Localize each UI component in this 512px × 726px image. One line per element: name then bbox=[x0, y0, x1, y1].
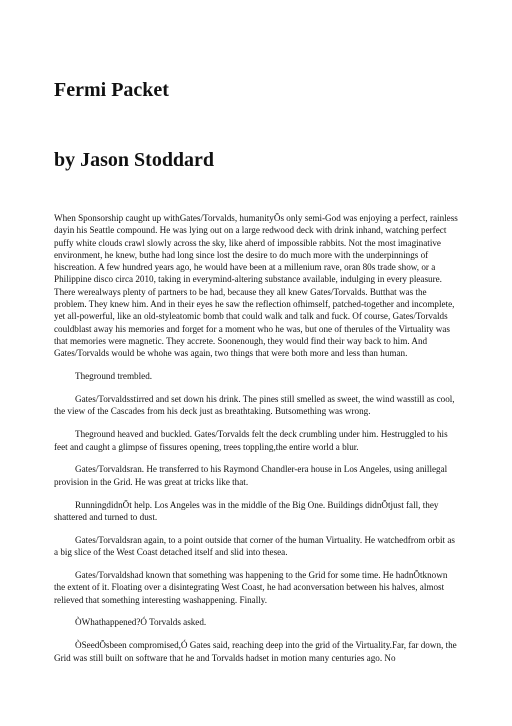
paragraph: ÒSeedÕsbeen compromised,Ó Gates said, reaching deep into the grid of the Virtuality.Far, far down, the Grid was still built on software that he and Torvalds hadset in motion many centuries ago. No bbox=[54, 640, 457, 663]
paragraph: RunningdidnÕt help. Los Angeles was in the middle of the Big One. Buildings didnÕtjust fall, they shattered and turned to dust. bbox=[54, 499, 439, 522]
paragraph: Gates/Torvaldsran. He transferred to his Raymond Chandler-era house in Los Angeles, using anillegal provision in the Grid. He was great at tricks like that. bbox=[54, 464, 448, 487]
page-title: Fermi Packet bbox=[54, 79, 169, 101]
paragraph: Theground heaved and buckled. Gates/Torvalds felt the deck crumbling under him. Hestruggled to his feet and caught a glimpse of fissures opening, trees toppling,the entire world a blur. bbox=[54, 429, 448, 452]
paragraph: Gates/Torvaldsstirred and set down his drink. The pines still smelled as sweet, the wind wasstill as cool, the view of the Cascades from his deck just as breathtaking. Butsomething was wrong. bbox=[54, 394, 455, 417]
paragraph: Gates/Torvaldshad known that something was happening to the Grid for some time. He hadnÕtknown the extent of it. Floating over a disintegrating West Coast, he had aconversation between his halves, almost relieved that something interesting washappening. Finally. bbox=[54, 569, 448, 605]
paragraph: ÒWhathappened?Ó Torvalds asked. bbox=[75, 617, 207, 628]
paragraph: Theground trembled. bbox=[75, 371, 153, 382]
story-body bbox=[54, 212, 458, 675]
author-byline: by Jason Stoddard bbox=[54, 149, 215, 171]
paragraph: When Sponsorship caught up withGates/Torvalds, humanityÕs only semi-God was enjoying a perfect, rainless dayin his Seattle compound. He was lying out on a large redwood deck with drink inhand, watching perfect puffy white clouds crawl slowly across the sky, like aherd of impossible rabbits. Not the most imaginative environment, he knew, buthe had long since lost the desire to do much more with the underpinnings of hiscreation. A few hundred years ago, he would have been at a millenium rave, oran 80s trade show, or a Philippine disco circa 2010, taking in everymind-altering substance available, indulging in every pleasure. There werealways plenty of partners to be had, because they all knew Gates/Torvalds. Butthat was the problem. They knew him. And in their eyes he saw the reflection ofhimself, patched-together and incomplete, yet all-powerful, like an old-styleatomic bomb that could walk and talk and fuck. Of course, Gates/Torvalds couldblast away his memories and forget for a moment who he was, but one of therules of the Virtuality was that memories were magnetic. They accrete. Soonenough, they would find their way back to him. And Gates/Torvalds would be whohe was again, two things that were both more and less than human. bbox=[54, 213, 458, 359]
paragraph: Gates/Torvaldsran again, to a point outside that corner of the human Virtuality. He watchedfrom orbit as a big slice of the West Coast detached itself and slid into thesea. bbox=[54, 534, 455, 558]
